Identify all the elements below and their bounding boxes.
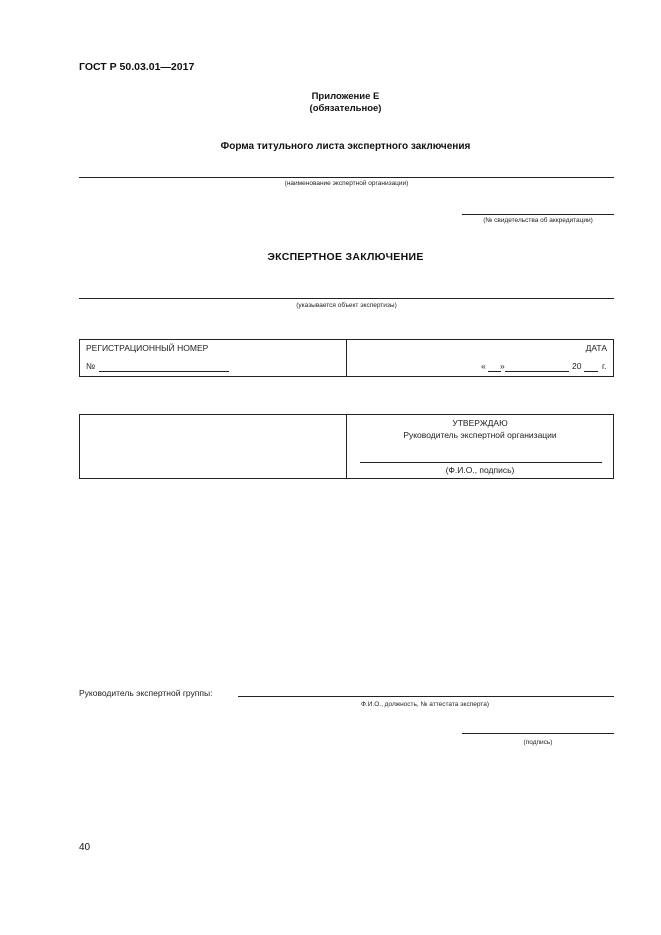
date-day-field[interactable] xyxy=(488,371,501,372)
approve-title: УТВЕРЖДАЮ xyxy=(452,418,508,428)
appendix-title: Приложение Е xyxy=(311,91,380,102)
approval-empty-cell xyxy=(80,415,347,479)
accreditation-line xyxy=(462,214,614,215)
group-leader-label: Руководитель экспертной группы: xyxy=(79,688,213,698)
date-label: ДАТА xyxy=(585,343,607,353)
object-line xyxy=(79,298,614,299)
appendix-status: (обязательное) xyxy=(309,103,382,114)
accreditation-caption: (№ свидетельства об аккредитации) xyxy=(483,217,593,224)
date-month-field[interactable] xyxy=(505,371,569,372)
signature-caption: (подпись) xyxy=(523,739,553,746)
date-open-quote: « xyxy=(481,361,486,371)
approval-table xyxy=(79,414,614,479)
date-year-field[interactable] xyxy=(584,371,598,372)
approval-cell xyxy=(347,415,614,479)
approve-role: Руководитель экспертной организации xyxy=(403,430,557,440)
group-leader-caption: Ф.И.О., должность, № аттестата эксперта) xyxy=(360,701,489,708)
date-year-prefix: 20 xyxy=(572,361,582,371)
registration-table xyxy=(79,339,614,377)
registration-number-field[interactable] xyxy=(99,371,229,372)
approve-signature-line[interactable] xyxy=(360,462,602,463)
registration-cell xyxy=(80,340,347,377)
document-title: ЭКСПЕРТНОЕ ЗАКЛЮЧЕНИЕ xyxy=(267,251,424,263)
date-cell xyxy=(347,340,614,377)
standard-header: ГОСТ Р 50.03.01—2017 xyxy=(79,61,195,73)
form-title: Форма титульного листа экспертного заключения xyxy=(220,141,471,152)
approve-caption: (Ф.И.О., подпись) xyxy=(445,465,515,475)
date-year-suffix: г. xyxy=(602,361,607,371)
date-close-quote: » xyxy=(500,361,505,371)
page-number: 40 xyxy=(79,842,91,853)
group-leader-line[interactable] xyxy=(238,696,614,697)
object-caption: (указывается объект экспертизы) xyxy=(296,302,397,309)
registration-number-prefix: № xyxy=(86,361,96,371)
org-name-caption: (наименование экспертной организации) xyxy=(284,180,409,187)
registration-label: РЕГИСТРАЦИОННЫЙ НОМЕР xyxy=(86,343,209,353)
org-name-line xyxy=(79,177,614,178)
signature-line[interactable] xyxy=(462,733,614,734)
